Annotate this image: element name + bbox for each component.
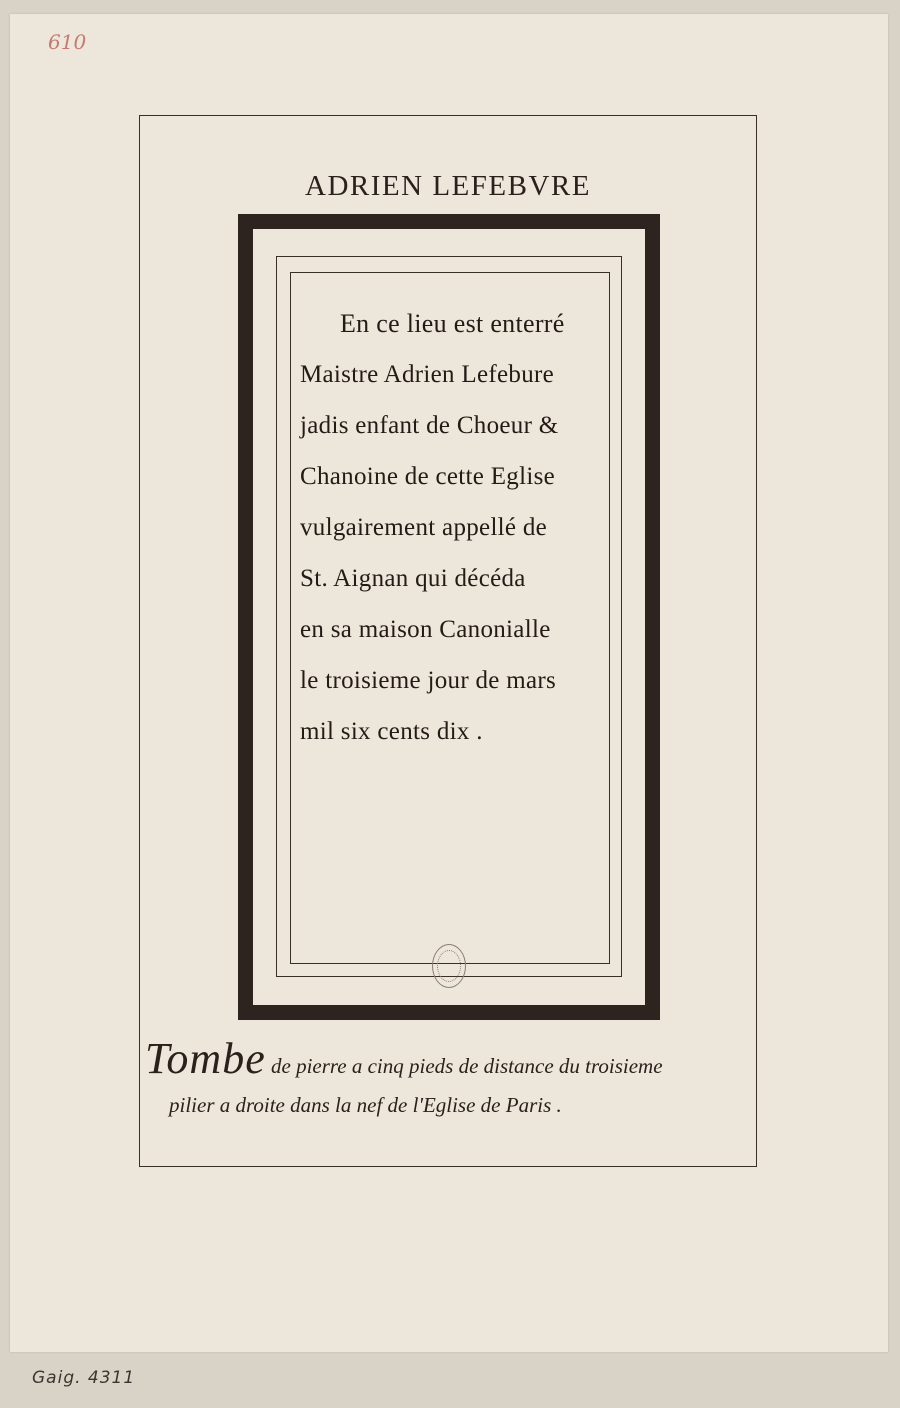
inscription-line: le troisieme jour de mars — [300, 667, 557, 694]
library-stamp-icon — [432, 944, 466, 988]
caption-line-1 — [145, 1030, 755, 1088]
epitaph-inscription — [300, 298, 600, 757]
inscription-line: mil six cents dix . — [300, 718, 483, 745]
inscription-line: jadis enfant de Choeur & — [300, 412, 559, 439]
inscription-line: vulgairement appellé de — [300, 514, 548, 541]
inscription-line: Maistre Adrien Lefebure — [300, 361, 555, 388]
caption-lead-word: Tombe — [145, 1034, 266, 1083]
inscription-line: St. Aignan qui décéda — [300, 565, 526, 592]
shelfmark: Gaig. 4311 — [32, 1368, 136, 1388]
page-title: ADRIEN LEFEBVRE — [305, 170, 591, 202]
tomb-caption — [145, 1030, 755, 1122]
caption-line-2: pilier a droite dans la nef de l'Eglise de Paris . — [169, 1093, 562, 1117]
folio-number: 610 — [48, 30, 87, 54]
caption-line-1-text: de pierre a cinq pieds de distance du troisieme — [265, 1054, 663, 1078]
inscription-line: En ce lieu est enterré — [340, 309, 565, 338]
inscription-line: en sa maison Canonialle — [300, 616, 551, 643]
inscription-line: Chanoine de cette Eglise — [300, 463, 556, 490]
library-stamp-inner — [437, 950, 461, 982]
